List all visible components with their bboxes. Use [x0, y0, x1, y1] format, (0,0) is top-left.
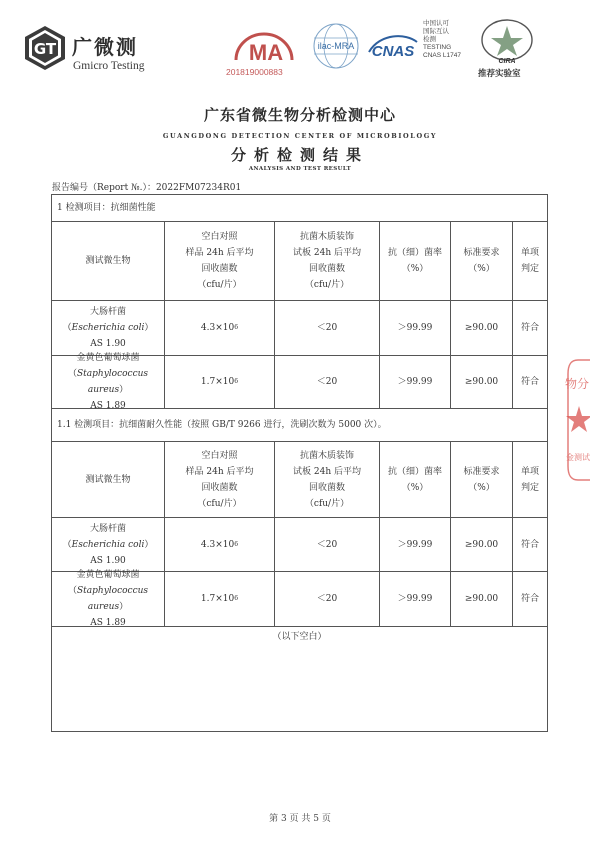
cnas-caption-line: 中国认可: [423, 20, 449, 27]
header-rate-line: 抗（细）菌率: [387, 466, 442, 477]
report-number: [52, 180, 241, 193]
cnas-caption-line: 国际互认: [423, 28, 449, 35]
microbe-latin-text: Escherichia coli: [71, 323, 145, 333]
cira-logo-text: CIRA: [498, 58, 516, 65]
header-control: [165, 442, 274, 517]
cnas-caption-line: TESTING: [423, 44, 452, 51]
header-control-line: 样品 24h 后平均: [185, 248, 254, 258]
rate-value: ＞99.99: [397, 377, 433, 387]
result-title-en: ANALYSIS AND TEST RESULT: [248, 166, 352, 172]
header-control: [165, 222, 274, 300]
verdict-value: 符合: [520, 377, 539, 387]
rate-value: ＞99.99: [397, 594, 433, 604]
microbe-cell: [52, 301, 164, 355]
standard-value: ≥90.00: [464, 377, 499, 387]
standard-value: ≥90.00: [464, 539, 499, 550]
microbe-name-cn: 金黄色葡萄球菌: [76, 570, 140, 580]
standard-value: ≥90.00: [464, 594, 499, 604]
cira-logo-icon: [478, 18, 536, 66]
header-antibac-line: （cfu/片）: [304, 498, 350, 509]
rate-value: ＞99.99: [397, 323, 433, 333]
header-antibac-line: 抗菌木质装饰: [299, 450, 354, 461]
seal-stamp-bottom-text: 金测试: [566, 453, 590, 462]
header-standard-line: （%）: [468, 264, 495, 274]
seal-stamp-icon: [564, 356, 590, 484]
header-microbe: 测试微生物: [85, 256, 131, 266]
control-base: 1.7×10: [200, 594, 235, 604]
header-verdict-line: 判定: [520, 264, 539, 274]
rate-value: ＞99.99: [397, 539, 433, 550]
microbe-name-latin: （Staphylococcus aureus）: [67, 369, 149, 395]
control-base: 4.3×10: [200, 539, 235, 550]
verdict-value: 符合: [520, 323, 539, 333]
blank-note: （以下空白）: [272, 632, 327, 642]
brand-name-en: Gmicro Testing: [73, 60, 145, 72]
header-antibac-line: 试板 24h 后平均: [293, 466, 361, 477]
antibac-value: ＜20: [316, 377, 338, 387]
microbe-strain: AS 1.90: [90, 555, 126, 566]
cnas-caption: [423, 20, 461, 60]
report-number-value: 2022FM07234R01: [155, 183, 242, 193]
standard-value: ≥90.00: [464, 323, 499, 333]
result-table: [51, 194, 548, 732]
control-value: 1.7×10 6: [165, 356, 274, 408]
cnas-logo-icon: [366, 32, 420, 62]
cma-mark-icon: [232, 30, 296, 64]
header-control-line: 样品 24h 后平均: [185, 466, 254, 477]
microbe-latin-text: Staphylococcus aureus: [76, 586, 149, 612]
header-standard: [451, 442, 512, 517]
header-control-line: 回收菌数: [201, 264, 238, 274]
result-title-cn: 分析检测结果: [230, 146, 369, 164]
antibac-value: ＜20: [316, 323, 338, 333]
control-value: 1.7×10 6: [165, 572, 274, 626]
header-control-line: 空白对照: [201, 450, 238, 461]
gmicro-logo-mark: GT: [33, 40, 57, 58]
header-rate: [380, 442, 450, 517]
seal-stamp-top-text: 物分: [564, 377, 590, 391]
header-antibac-line: 试板 24h 后平均: [293, 248, 361, 258]
microbe-name-latin: （Staphylococcus aureus）: [67, 586, 149, 612]
antibac-value: ＜20: [316, 594, 338, 604]
cnas-logo-text: CNAS: [371, 43, 415, 60]
microbe-latin-text: Escherichia coli: [71, 539, 145, 550]
microbe-strain: AS 1.89: [90, 618, 126, 628]
header-verdict-line: 单项: [520, 248, 539, 258]
header-verdict: [513, 442, 547, 517]
center-title-en: GUANGDONG DETECTION CENTER OF MICROBIOLOGY: [162, 132, 438, 140]
header-rate-line: （%）: [401, 482, 429, 493]
header-control-line: 空白对照: [201, 232, 238, 242]
control-value: 4.3×10 6: [165, 301, 274, 355]
microbe-name-cn: 大肠杆菌: [89, 307, 126, 317]
antibac-value: ＜20: [316, 539, 338, 550]
cnas-caption-line: CNAS L1747: [423, 52, 461, 59]
header-verdict-line: 判定: [520, 482, 539, 493]
header-antibac: [275, 222, 379, 300]
header-standard-line: 标准要求: [463, 248, 500, 258]
header-rate: [380, 222, 450, 300]
microbe-strain: AS 1.89: [90, 401, 126, 411]
microbe-cell: [52, 518, 164, 571]
section-title: 1 检测项目：抗细菌性能: [57, 203, 156, 213]
cira-label: 推荐实验室: [478, 68, 521, 78]
cnas-caption-line: 检测: [423, 36, 436, 43]
control-base: 4.3×10: [200, 323, 235, 333]
page-number: 第 3 页 共 5 页: [269, 814, 331, 824]
microbe-strain: AS 1.90: [90, 339, 126, 349]
header-antibac-line: 回收菌数: [308, 264, 345, 274]
control-base: 1.7×10: [200, 377, 235, 387]
header-control-line: （cfu/片）: [197, 280, 242, 290]
verdict-value: 符合: [520, 539, 539, 550]
microbe-name-latin: （Escherichia coli）: [62, 323, 154, 333]
microbe-cell: [52, 353, 164, 411]
microbe-latin-text: Staphylococcus aureus: [76, 369, 149, 395]
microbe-cell: [52, 572, 164, 626]
verdict-value: 符合: [520, 594, 539, 604]
header-antibac: [275, 442, 379, 517]
center-title-cn: 广东省微生物分析检测中心: [203, 106, 396, 124]
header-antibac-line: 抗菌木质装饰: [299, 232, 354, 242]
report-number-label: 报告编号（Report №.）：: [52, 183, 156, 193]
microbe-name-cn: 金黄色葡萄球菌: [76, 353, 140, 363]
gmicro-logo-icon: [22, 24, 68, 72]
header-verdict-line: 单项: [520, 466, 539, 477]
header-standard-line: （%）: [468, 482, 495, 493]
header-rate-line: （%）: [401, 264, 429, 274]
section-title: 1.1 检测项目：抗细菌耐久性能（按照 GB/T 9266 进行，洗刷次数为 5000 次）。: [57, 420, 387, 430]
header-verdict: [513, 222, 547, 300]
header-microbe: 测试微生物: [85, 474, 131, 485]
header-standard-line: 标准要求: [463, 466, 500, 477]
header-standard: [451, 222, 512, 300]
header-antibac-line: （cfu/片）: [304, 280, 350, 290]
microbe-name-latin: （Escherichia coli）: [62, 539, 154, 550]
ilac-mra-text: ilac-MRA: [317, 41, 355, 51]
cma-number: 201819000883: [226, 67, 283, 77]
ilac-mra-logo-icon: [307, 20, 365, 72]
control-value: 4.3×10 6: [165, 518, 274, 571]
cma-mark-text: MA: [248, 40, 284, 64]
header-rate-line: 抗（细）菌率: [387, 248, 442, 258]
microbe-name-cn: 大肠杆菌: [89, 523, 126, 534]
header-control-line: （cfu/片）: [197, 498, 242, 509]
header-antibac-line: 回收菌数: [308, 482, 345, 493]
brand-name-cn: 广微测: [72, 35, 138, 59]
header-control-line: 回收菌数: [201, 482, 238, 493]
